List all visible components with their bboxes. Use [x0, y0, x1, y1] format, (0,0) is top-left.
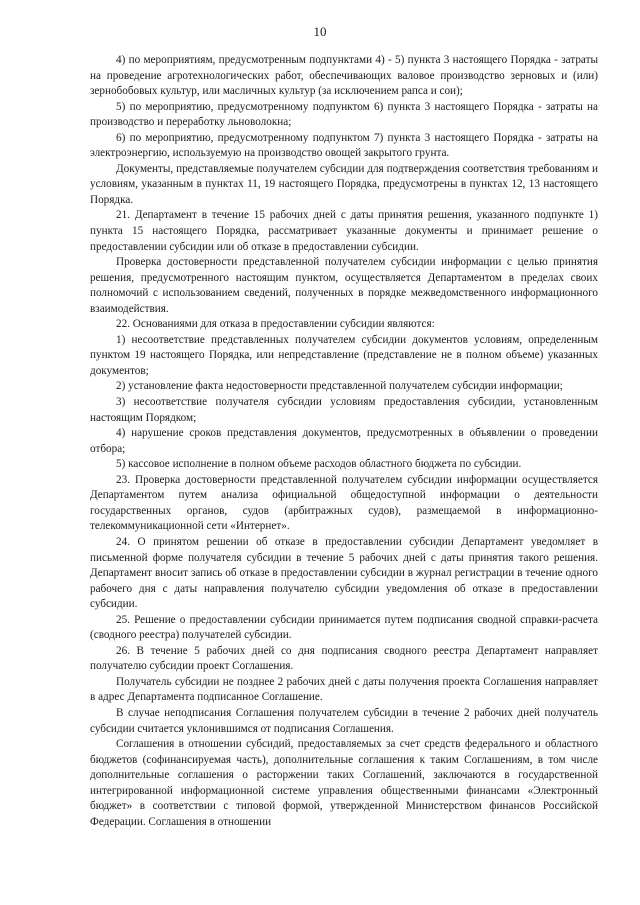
paragraph: 26. В течение 5 рабочих дней со дня подписания сводного реестра Департамент направляет получателю субсидии проект Соглашения. [90, 644, 598, 673]
paragraph: Соглашения в отношении субсидий, предоставляемых за счет средств федерального и областного бюджетов (софинансируемая часть), дополнительные соглашения к таким Соглашениям, в том числе дополнительные соглашения о расторжении таких Соглашений, заключаются в государственной интегрированной информационной системе управления общественными финансами «Электронный бюджет» в соответствии с типовой формой, утвержденной Министерством финансов Российской Федерации. Соглашения в отношении [90, 738, 598, 828]
paragraph: 24. О принятом решении об отказе в предоставлении субсидии Департамент уведомляет в письменной форме получателя субсидии в течение 5 рабочих дней с даты принятия такого решения. Департамент вносит запись об отказе в предоставлении субсидии в журнал регистрации в течение одного рабочего дня с даты направления получателю субсидии уведомления об отказе в предоставлении субсидии. [90, 535, 598, 611]
paragraph: 4) по мероприятиям, предусмотренным подпунктами 4) - 5) пункта 3 настоящего Порядка - затраты на проведение агротехнологических работ, обеспечивающих валовое производство зерновых и (или) зернобобовых культур, или масличных культур (за исключением рапса и сои); [90, 54, 598, 98]
paragraph: Получатель субсидии не позднее 2 рабочих дней с даты получения проекта Соглашения направляет в адрес Департамента подписанное Соглашение. [90, 675, 598, 704]
paragraph: 5) по мероприятию, предусмотренному подпунктом 6) пункта 3 настоящего Порядка - затраты на производство и переработку льноволокна; [90, 100, 598, 129]
paragraph: 6) по мероприятию, предусмотренному подпунктом 7) пункта 3 настоящего Порядка - затраты на электроэнергию, используемую на производство овощей закрытого грунта. [90, 131, 598, 160]
paragraph: 1) несоответствие представленных получателем субсидии документов условиям, определенным пунктом 19 настоящего Порядка, или непредставление (представление не в полном объеме) указанных документов; [90, 333, 598, 377]
paragraph: Проверка достоверности представленной получателем субсидии информации с целью принятия решения, предусмотренного настоящим пунктом, осуществляется Департаментом в пределах своих полномочий с использованием сведений, полученных в порядке межведомственного информационного взаимодействия. [90, 256, 598, 315]
paragraph: 5) кассовое исполнение в полном объеме расходов областного бюджета по субсидии. [116, 458, 522, 471]
paragraph: 23. Проверка достоверности представленной получателем субсидии информации осуществляется Департаментом путем анализа официальной общедоступной информации о деятельности государственных органов, судов (арбитражных судов), размещаемой в информационно-телекоммуникационной сети «Интернет». [90, 473, 598, 533]
paragraph: 3) несоответствие получателя субсидии условиям предоставления субсидии, установленным настоящим Порядком; [90, 396, 598, 424]
paragraph: В случае неподписания Соглашения получателем субсидии в течение 2 рабочих дней получатель субсидии считается уклонившимся от подписания Соглашения. [90, 706, 598, 735]
paragraph: Документы, представляемые получателем субсидии для подтверждения соответствия требованиям и условиям, указанным в пунктах 11, 19 настоящего Порядка, предусмотрены в пунктах 12, 13 настоящего Порядка. [90, 162, 598, 206]
paragraph: 21. Департамент в течение 15 рабочих дней с даты принятия решения, указанного подпункте 1) пункта 15 настоящего Порядка, рассматривает указанные документы и принимает решение о предоставлении субсидии или об отказе в предоставлении субсидии. [90, 209, 598, 253]
paragraph: 4) нарушение сроков представления документов, предусмотренных в объявлении о проведении отбора; [90, 427, 598, 455]
paragraph: 22. Основаниями для отказа в предоставлении субсидии являются: [116, 318, 435, 331]
paragraph: 25. Решение о предоставлении субсидии принимается путем подписания сводной справки-расчета (сводного реестра) получателей субсидии. [90, 613, 598, 642]
document-body [90, 53, 598, 830]
paragraph: 2) установление факта недостоверности представленной получателем субсидии информации; [116, 380, 563, 393]
page-number: 10 [313, 24, 327, 39]
